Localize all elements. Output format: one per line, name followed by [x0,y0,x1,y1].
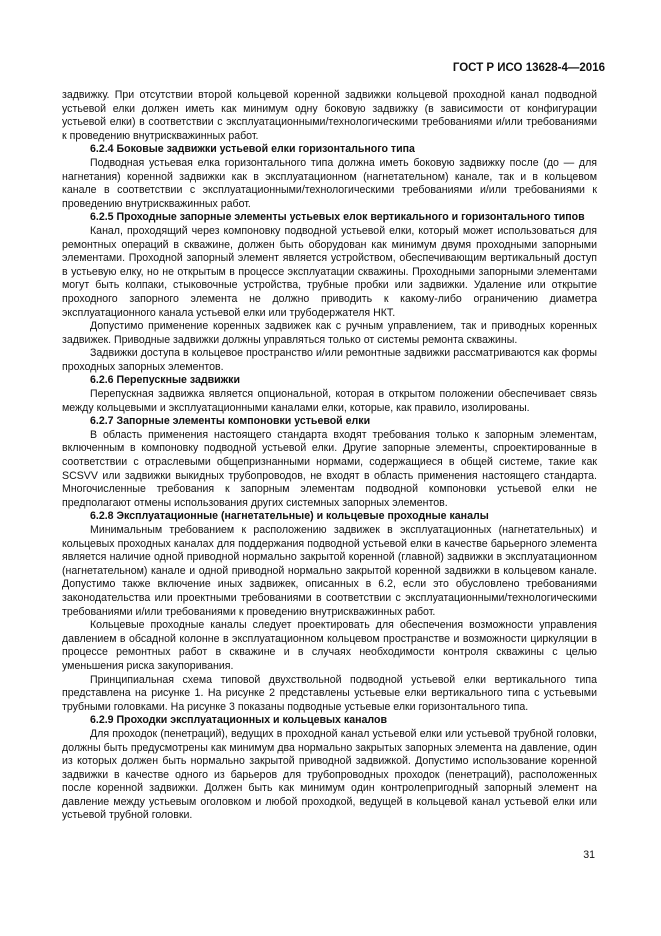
section-heading-6-2-6: 6.2.6 Перепускные задвижки [90,374,240,387]
paragraph: Перепускная задвижка является опциональной, которая в открытом положении обеспечивает связь между кольцевыми и эксплуатационными каналами елки, которые, как правило, изолированы. [62,388,597,414]
document-body [62,89,597,823]
paragraph: Задвижки доступа в кольцевое пространство и/или ремонтные задвижки рассматриваются как формы проходных запорных элементов. [62,347,597,373]
paragraph: Минимальным требованием к расположению задвижек в эксплуатационных (нагнетательных) и кольцевых проходных каналах для поддержания подводной устьевой елки в качестве барьерного элемента является наличие одной приводной нормально закрытой коренной (главной) задвижки в эксплуатационном (нагнетательном) канале и одной приводной нормально закрытой коренной задвижки в кольцевом канале. Допустимо также включение иных задвижек, описанных в 6.2, если это обусловлено требованиями законодательства или проектными требованиями в соответствии с эксплуатационными/технологическими требованиями и/или требованиями к проведению внутрискважинных работ. [62,524,597,618]
section-heading-6-2-8: 6.2.8 Эксплуатационные (нагнетательные) и кольцевые проходные каналы [90,510,489,523]
section-heading-6-2-9: 6.2.9 Проходки эксплуатационных и кольцевых каналов [90,714,387,727]
document-header: ГОСТ Р ИСО 13628-4—2016 [452,62,605,74]
paragraph: Канал, проходящий через компоновку подводной устьевой елки, который может использоваться для ремонтных операций в скважине, должен быть оборудован как минимум двумя проходными запорными элементами. Проходной запорный элемент является устройством, обеспечивающим вертикальный доступ в устьевую елку, но не открытым в процессе эксплуатации скважины. Проходными запорными элементами могут быть колпаки, стыковочные устройства, трубные пробки или задвижки. Удаление или открытие проходного запорного элемента не должно приводить к какому-либо ограничению диаметра эксплуатационного канала устьевой елки или трубодержателя НКТ. [62,224,597,319]
paragraph: задвижку. При отсутствии второй кольцевой коренной задвижки кольцевой проходной канал подводной устьевой елки должен иметь как минимум одну боковую задвижку (в зависимости от конфигурации устьевой елки) в соответствии с эксплуатационными/технологическими требованиями и/или требованиями к проведению внутрискважинных работ. [62,89,597,142]
page-number: 31 [583,849,595,861]
paragraph: Для проходок (пенетраций), ведущих в проходной канал устьевой елки или устьевой трубной головки, должны быть предусмотрены как минимум два нормально закрытых запорных элемента на давление, один из которых должен быть нормально закрытой приводной задвижкой. Допустимо использование коренной задвижки в качестве одного из барьеров для трубопроводных проходок (пенетраций), расположенных после коренной задвижки. Должен быть как минимум один контролепригодный запорный элемент на давление между устьевым оголовком и любой проходкой, ведущей в кольцевой канал устьевой елки или устьевой трубной головки. [62,727,597,822]
paragraph: Подводная устьевая елка горизонтального типа должна иметь боковую задвижку после (до — для нагнетания) коренной задвижки как в эксплуатационном (нагнетательном) канале, так и в кольцевом канале в соответствии с эксплуатационными/технологическими требованиями и/или требованиями к проведению внутрискважинных работ. [62,156,597,210]
section-heading-6-2-4: 6.2.4 Боковые задвижки устьевой елки горизонтального типа [90,143,415,156]
paragraph: Кольцевые проходные каналы следует проектировать для обеспечения возможности управления давлением в обсадной колонне в эксплуатационном кольцевом пространстве и возможности циркуляции в процессе ремонтных работ в скважине и в случаях необходимости контроля скважины с целью уменьшения риска закупоривания. [62,619,597,672]
section-heading-6-2-5: 6.2.5 Проходные запорные элементы устьевых елок вертикального и горизонтального типов [90,211,585,224]
paragraph: Допустимо применение коренных задвижек как с ручным управлением, так и приводных коренных задвижек. Приводные задвижки должны управляться только от системы ремонта скважины. [62,320,597,346]
paragraph: Принципиальная схема типовой двухствольной подводной устьевой елки вертикального типа представлена на рисунке 1. На рисунке 2 представлены устьевые елки вертикального типа с устьевыми трубными головками. На рисунке 3 показаны подводные устьевые елки горизонтального типа. [62,673,597,713]
paragraph: В область применения настоящего стандарта входят требования только к запорным элементам, включенным в компоновку подводной устьевой елки. Другие запорные элементы, спроектированные в соответствии с отраслевыми общепризнанными нормами, содержащиеся в общей системе, такие как SCSVV или задвижки выкидных трубопроводов, не входят в область применения настоящего стандарта. Многочисленные требования к запорным элементам подводной компоновки устьевой елки не предполагают отмены использования других системных запорных элементов. [62,428,597,509]
section-heading-6-2-7: 6.2.7 Запорные элементы компоновки устьевой елки [90,415,371,428]
